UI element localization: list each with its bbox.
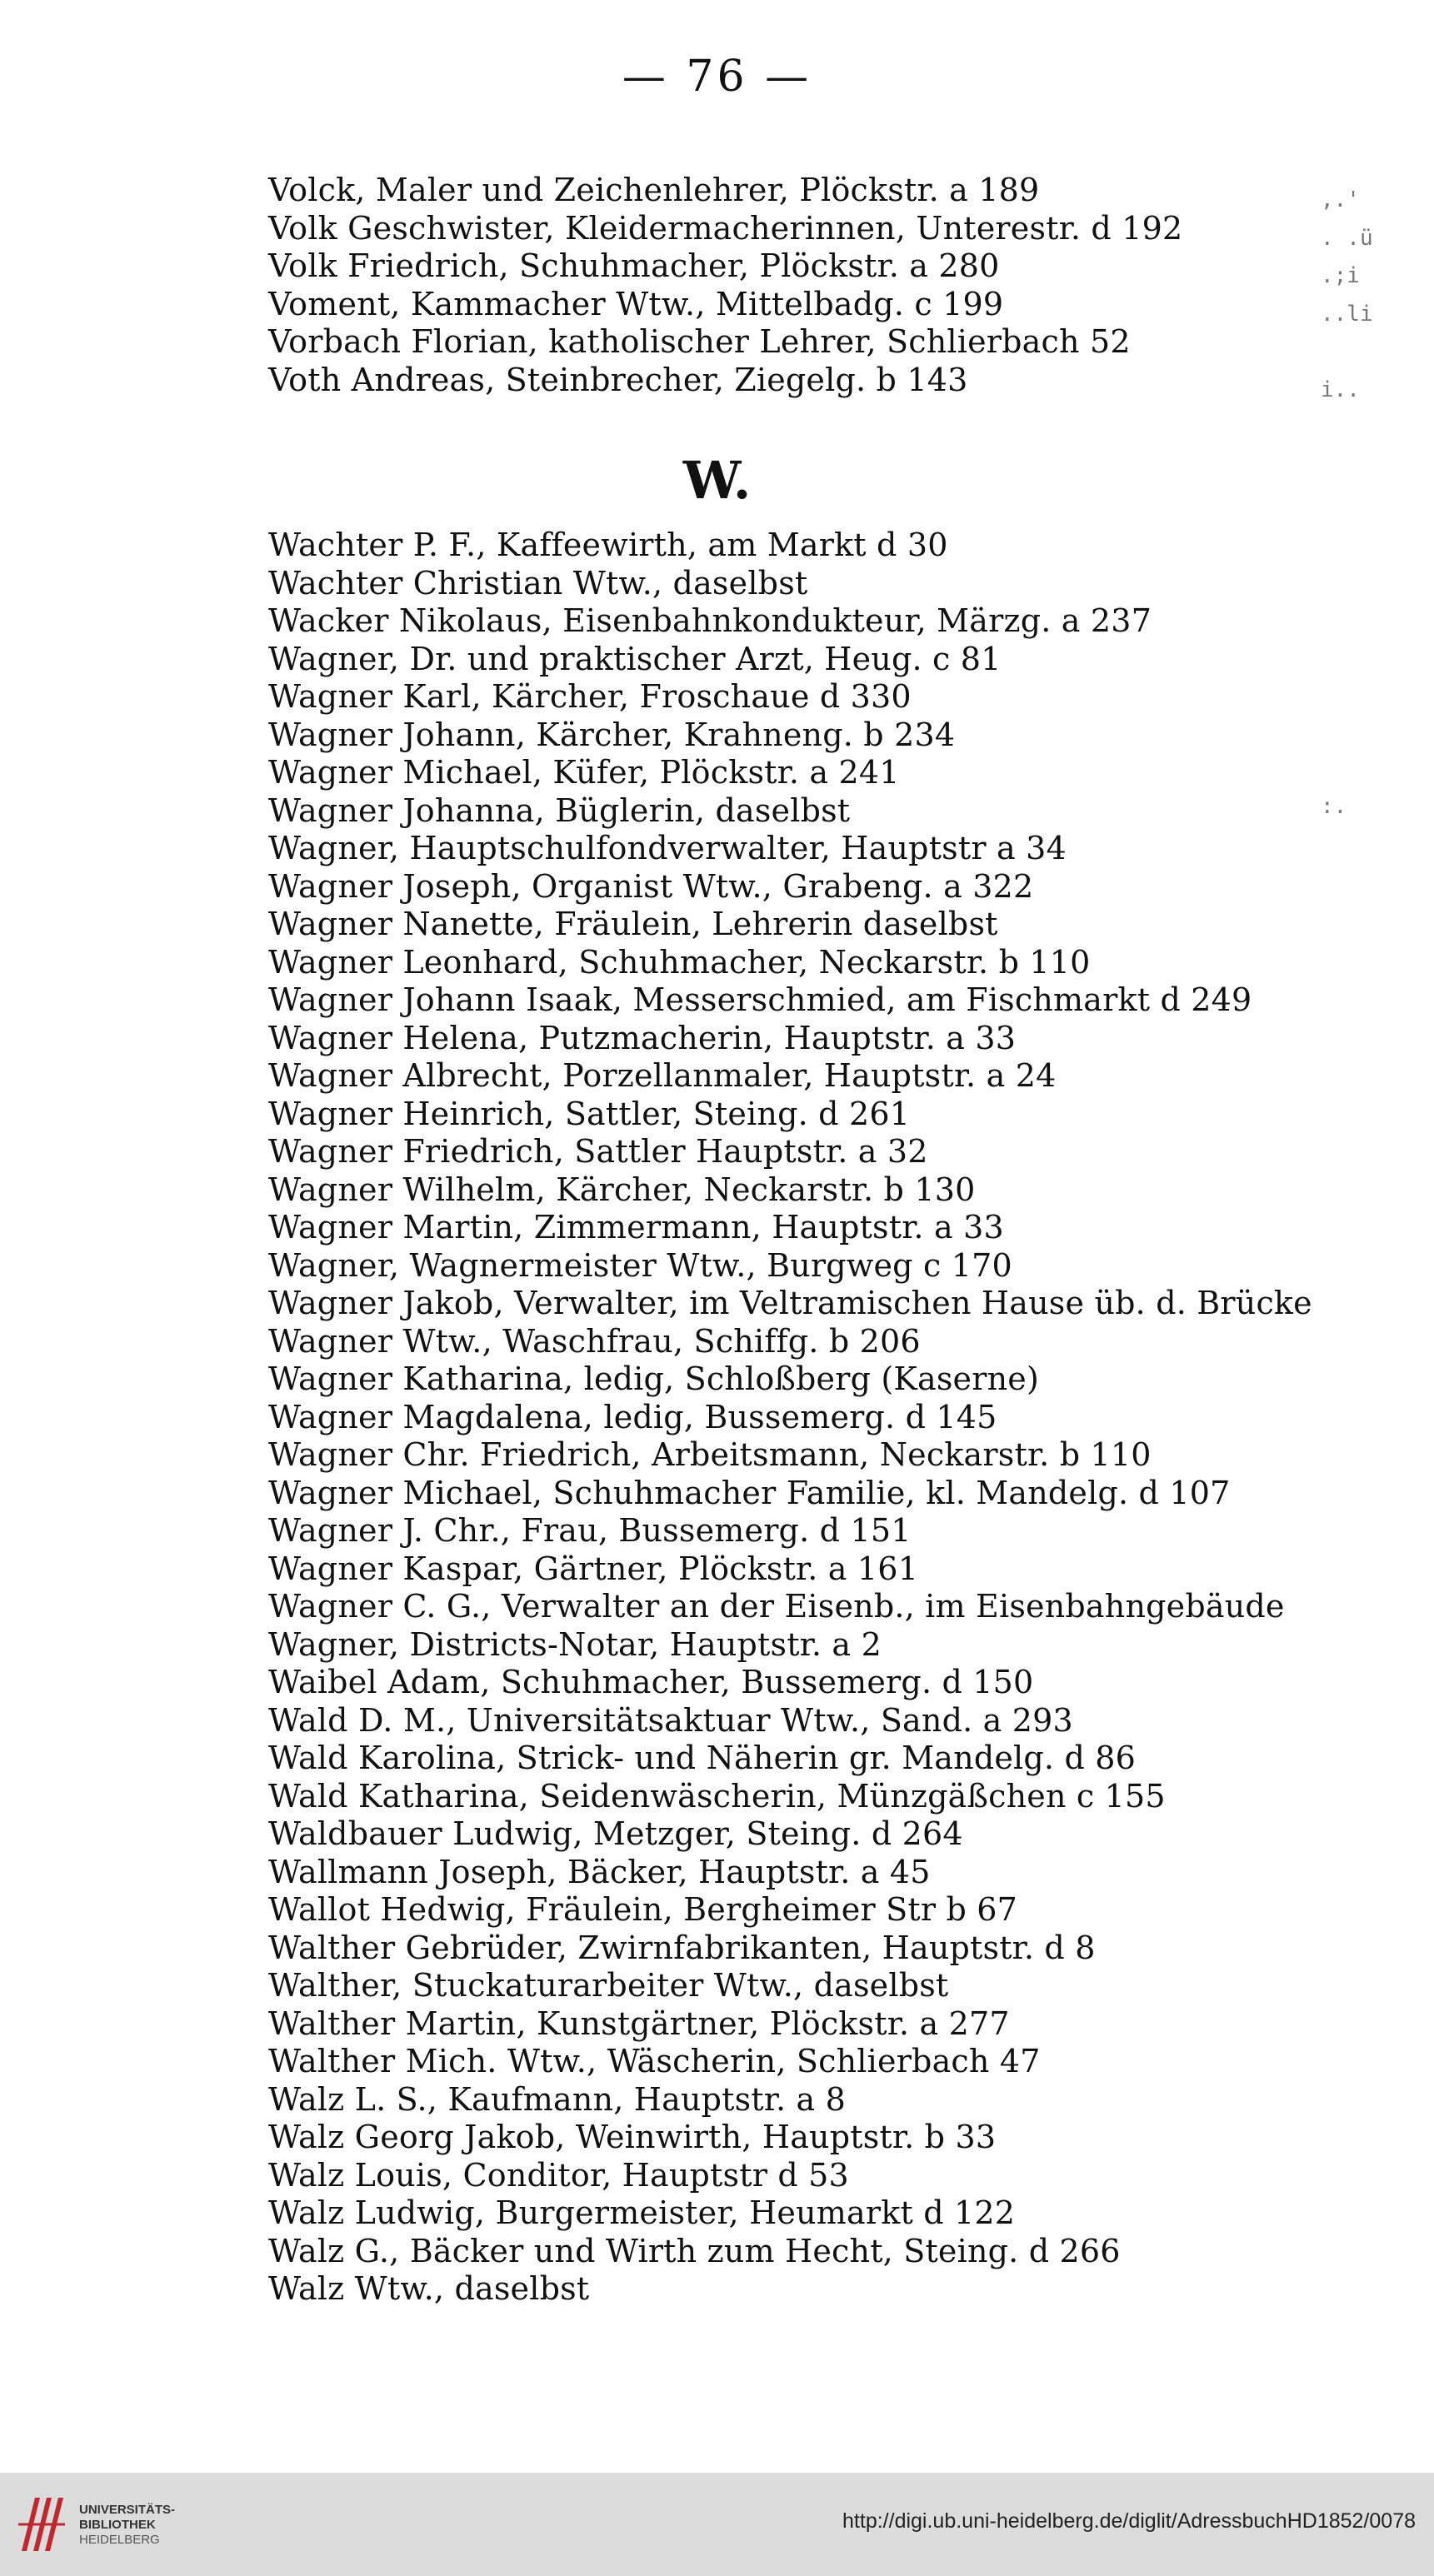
library-name-line3: HEIDELBERG <box>79 2533 160 2547</box>
directory-entry: Wagner Helena, Putzmacherin, Hauptstr. a 33 <box>268 1019 1017 1056</box>
directory-entry: Volk Friedrich, Schuhmacher, Plöckstr. a 280 <box>268 247 1000 284</box>
directory-entry: Wagner Martin, Zimmermann, Hauptstr. a 33 <box>268 1209 1004 1246</box>
margin-mark: ..li <box>1321 301 1373 327</box>
directory-entry: Walther Gebrüder, Zwirnfabrikanten, Hauptstr. d 8 <box>268 1929 1096 1966</box>
directory-entry: Wagner, Wagnermeister Wtw., Burgweg c 170 <box>268 1246 1012 1284</box>
directory-entry: Walz G., Bäcker und Wirth zum Hecht, Steing. d 266 <box>268 2232 1121 2269</box>
directory-entry: Wagner Friedrich, Sattler Hauptstr. a 32 <box>268 1133 928 1170</box>
directory-entry: Wallmann Joseph, Bäcker, Hauptstr. a 45 <box>268 1853 931 1890</box>
directory-entry: Wald Katharina, Seidenwäscherin, Münzgäßchen c 155 <box>268 1777 1166 1815</box>
margin-mark <box>1321 561 1387 599</box>
directory-entry: Wachter Christian Wtw., daselbst <box>268 564 808 602</box>
directory-entry: Wagner Magdalena, ledig, Bussemerg. d 145 <box>268 1398 997 1435</box>
directory-entry: Walz L. S., Kaufmann, Hauptstr. a 8 <box>268 2080 847 2118</box>
page-number: — 76 — <box>622 52 812 102</box>
directory-entry: Wagner Wilhelm, Kärcher, Neckarstr. b 130 <box>268 1171 976 1208</box>
margin-mark: ,.' <box>1321 187 1360 212</box>
margin-mark <box>1321 599 1387 637</box>
directory-entry: Wagner Kaspar, Gärtner, Plöckstr. a 161 <box>268 1550 919 1587</box>
directory-entry: Walther Mich. Wtw., Wäscherin, Schlierbach 47 <box>268 2043 1041 2079</box>
directory-entry: Wagner J. Chr., Frau, Bussemerg. d 151 <box>268 1512 912 1549</box>
margin-mark <box>1321 675 1387 713</box>
directory-entry: Wagner Michael, Küfer, Plöckstr. a 241 <box>268 754 900 791</box>
directory-entry: Wagner Katharina, ledig, Schloßberg (Kaserne) <box>268 1360 1039 1397</box>
directory-entry: Wagner Leonhard, Schuhmacher, Neckarstr. b 110 <box>268 943 1091 981</box>
margin-mark <box>1321 523 1387 562</box>
directory-entry: Wagner Johann Isaak, Messerschmied, am Fischmarkt d 249 <box>268 981 1252 1018</box>
directory-entry: Wagner Johanna, Büglerin, daselbst <box>268 791 851 829</box>
margin-mark <box>1321 485 1387 523</box>
directory-entry: Wacker Nikolaus, Eisenbahnkondukteur, Märzg. a 237 <box>268 602 1152 639</box>
margin-mark: . .ü <box>1321 225 1373 251</box>
section-heading: W. <box>682 450 752 511</box>
directory-entry: Voth Andreas, Steinbrecher, Ziegelg. b 143 <box>268 361 968 398</box>
directory-entry: Volk Geschwister, Kleidermacherinnen, Unterestr. d 192 <box>268 209 1183 247</box>
library-name-line2: BIBLIOTHEK <box>79 2518 156 2532</box>
directory-entry: Wagner Michael, Schuhmacher Familie, kl. Mandelg. d 107 <box>268 1474 1231 1511</box>
directory-entry: Waibel Adam, Schuhmacher, Bussemerg. d 150 <box>268 1664 1034 1700</box>
directory-entry: Walz Wtw., daselbst <box>268 2270 590 2307</box>
directory-entry: Wagner Nanette, Fräulein, Lehrerin daselbst <box>268 906 998 942</box>
source-url-link[interactable]: http://digi.ub.uni-heidelberg.de/diglit/AdressbuchHD1852/0078 <box>842 2509 1416 2533</box>
directory-entry: Wachter P. F., Kaffeewirth, am Markt d 30 <box>268 527 948 563</box>
library-name-line1: UNIVERSITÄTS- <box>79 2503 176 2517</box>
directory-entry: Walz Ludwig, Burgermeister, Heumarkt d 122 <box>268 2194 1016 2231</box>
directory-entry: Walz Louis, Conditor, Hauptstr d 53 <box>268 2156 849 2194</box>
directory-entry: Wald Karolina, Strick- und Näherin gr. Mandelg. d 86 <box>268 1740 1137 1776</box>
directory-entry: Walz Georg Jakob, Weinwirth, Hauptstr. b 33 <box>268 2119 997 2155</box>
directory-entry: Wagner, Dr. und praktischer Arzt, Heug. c 81 <box>268 640 1002 677</box>
library-name <box>79 2503 175 2548</box>
margin-mark: i.. <box>1321 377 1360 402</box>
directory-entry: Voment, Kammacher Wtw., Mittelbadg. c 199 <box>268 285 1004 322</box>
margin-mark <box>1321 447 1387 486</box>
directory-entry: Wald D. M., Universitätsaktuar Wtw., Sand. a 293 <box>268 1701 1073 1739</box>
directory-entry: Wagner Heinrich, Sattler, Steing. d 261 <box>268 1095 911 1132</box>
entries-w-list <box>268 527 1418 2309</box>
margin-mark <box>1321 712 1387 751</box>
directory-entry: Wagner Karl, Kärcher, Froschaue d 330 <box>268 678 912 715</box>
directory-entry: Wagner Wtw., Waschfrau, Schiffg. b 206 <box>268 1322 921 1360</box>
directory-entry: Wallot Hedwig, Fräulein, Bergheimer Str b 67 <box>268 1891 1018 1928</box>
directory-entry: Wagner Johann, Kärcher, Krahneng. b 234 <box>268 716 956 753</box>
university-library-logo-icon[interactable] <box>15 2491 68 2558</box>
directory-entry: Walther, Stuckaturarbeiter Wtw., daselbst <box>268 1967 949 2004</box>
directory-entry: Wagner Chr. Friedrich, Arbeitsmann, Neckarstr. b 110 <box>268 1436 1152 1473</box>
directory-entry: Walther Martin, Kunstgärtner, Plöckstr. a 277 <box>268 2004 1010 2042</box>
margin-mark <box>1321 751 1387 789</box>
entries-v-list <box>268 172 1418 399</box>
margin-mark: .;i <box>1321 263 1360 288</box>
directory-entry: Wagner, Hauptschulfondverwalter, Hauptstr a 34 <box>268 830 1067 866</box>
directory-entry: Waldbauer Ludwig, Metzger, Steing. d 264 <box>268 1815 963 1852</box>
directory-entry: Wagner C. G., Verwalter an der Eisenb., im Eisenbahngebäude <box>268 1588 1285 1625</box>
margin-mark: :. <box>1321 794 1347 819</box>
margin-mark <box>1321 637 1387 675</box>
directory-entry: Wagner Joseph, Organist Wtw., Grabeng. a 322 <box>268 867 1034 905</box>
margin-mark <box>1321 409 1387 447</box>
directory-entry: Wagner Jakob, Verwalter, im Veltramischen Hause üb. d. Brücke <box>268 1285 1312 1321</box>
margin-mark <box>1321 333 1387 372</box>
directory-entry: Vorbach Florian, katholischer Lehrer, Schlierbach 52 <box>268 323 1131 360</box>
footer-bar <box>0 2473 1434 2576</box>
directory-entry: Wagner Albrecht, Porzellanmaler, Hauptstr. a 24 <box>268 1057 1057 1094</box>
directory-entry: Volck, Maler und Zeichenlehrer, Plöckstr. a 189 <box>268 172 1040 208</box>
margin-marks <box>1321 182 1387 826</box>
directory-entry: Wagner, Districts-Notar, Hauptstr. a 2 <box>268 1625 882 1663</box>
